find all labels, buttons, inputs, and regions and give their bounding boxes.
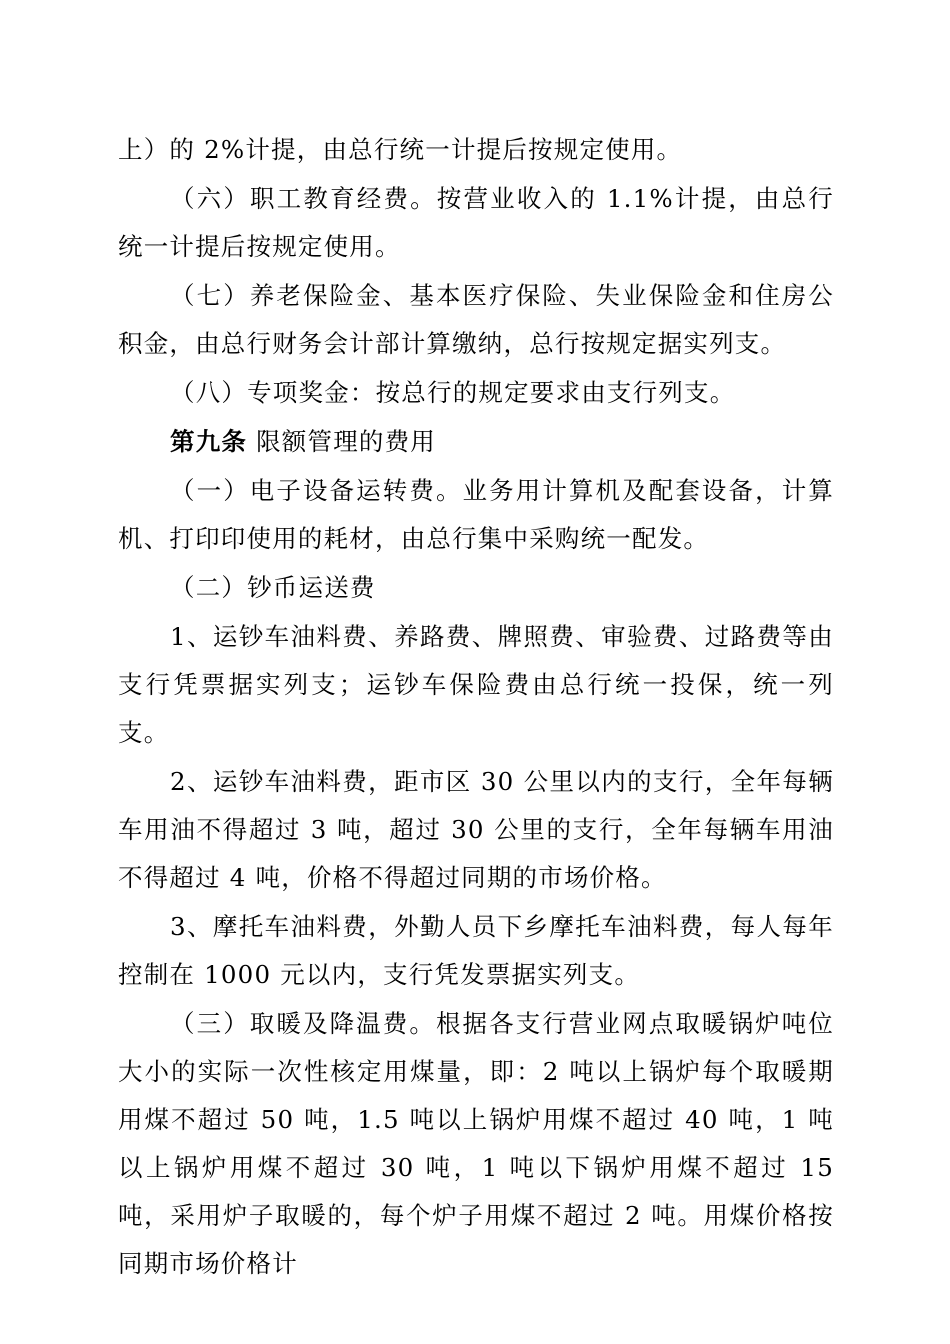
paragraph: （七）养老保险金、基本医疗保险、失业保险金和住房公积金，由总行财务会计部计算缴纳，总行按规定据实列支。 (118, 281, 834, 358)
document-body (118, 126, 834, 1289)
article-number: 第九条 (170, 427, 248, 456)
paragraph: （三）取暖及降温费。根据各支行营业网点取暖锅炉吨位大小的实际一次性核定用煤量，即：2 吨以上锅炉每个取暖期用煤不超过 50 吨，1.5 吨以上锅炉用煤不超过 40 吨，1 吨以上锅炉用煤不超过 30 吨，1 吨以下锅炉用煤不超过 15 吨，采用炉子取暖的，每个炉子用煤不超过 2 吨。用煤价格按同期市场价格计 (118, 1009, 834, 1278)
paragraph: （二）钞币运送费 (170, 573, 376, 602)
paragraph: （一）电子设备运转费。业务用计算机及配套设备，计算机、打印印使用的耗材，由总行集中采购统一配发。 (118, 476, 834, 553)
article-heading-paragraph (118, 418, 834, 466)
paragraph: 3、摩托车油料费，外勤人员下乡摩托车油料费，每人每年控制在 1000 元以内，支行凭发票据实列支。 (118, 912, 834, 989)
paragraph: 1、运钞车油料费、养路费、牌照费、审验费、过路费等由支行凭票据实列支；运钞车保险费由总行统一投保，统一列支。 (118, 622, 834, 747)
paragraph: 上）的 2%计提，由总行统一计提后按规定使用。 (118, 135, 683, 164)
paragraph: （六）职工教育经费。按营业收入的 1.1%计提，由总行统一计提后按规定使用。 (118, 184, 834, 261)
paragraph: （八）专项奖金：按总行的规定要求由支行列支。 (170, 378, 736, 407)
article-title: 限额管理的费用 (247, 427, 436, 456)
paragraph: 2、运钞车油料费，距市区 30 公里以内的支行，全年每辆车用油不得超过 3 吨，超过 30 公里的支行，全年每辆车用油不得超过 4 吨，价格不得超过同期的市场价格。 (118, 767, 834, 892)
